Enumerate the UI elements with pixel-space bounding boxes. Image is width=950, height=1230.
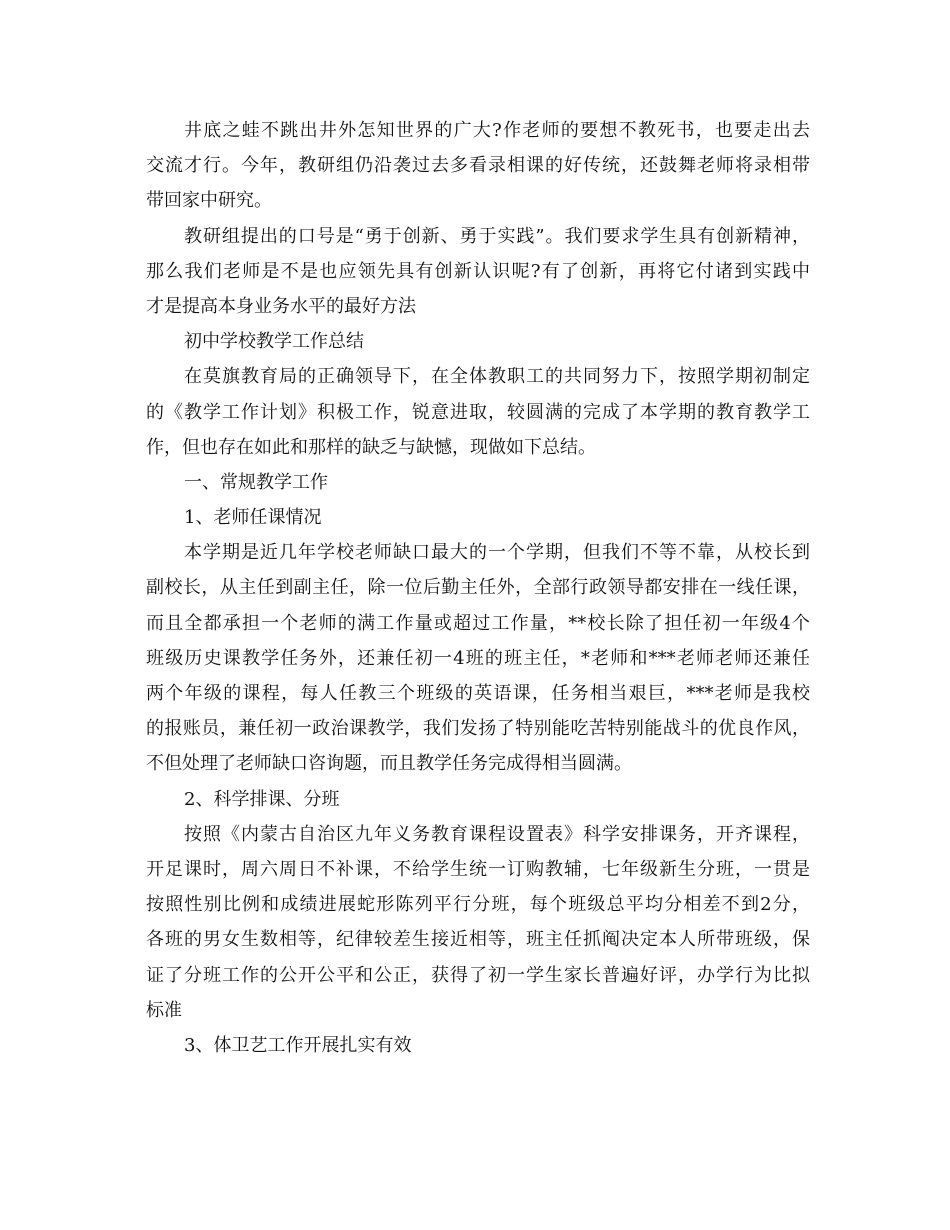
text-line: 各班的男女生数相等，纪律较差生接近相等，班主任抓阄决定本人所带班级，保 <box>146 929 810 951</box>
text-line: 作，但也存在如此和那样的缺乏与缺憾，现做如下总结。 <box>146 436 596 458</box>
text-line: 井底之蛙不跳出井外怎知世界的广大?作老师的要想不教死书，也要走出去 <box>184 120 810 141</box>
text-line: 开足课时，周六周日不补课，不给学生统一订购教辅，七年级新生分班，一贯是 <box>146 858 810 880</box>
text-line: 那么我们老师是不是也应领先具有创新认识呢?有了创新，再将它付诸到实践中 <box>146 260 810 282</box>
text-line: 教研组提出的口号是“勇于创新、勇于实践”。我们要求学生具有创新精神， <box>184 225 810 247</box>
document-body <box>146 113 810 1063</box>
text-line: 初中学校教学工作总结 <box>184 331 364 353</box>
text-line: 才是提高本身业务水平的最好方法 <box>146 295 416 317</box>
text-line: 标准 <box>146 999 182 1021</box>
text-line: 一、常规教学工作 <box>184 471 328 493</box>
text-line: 交流才行。今年，教研组仍沿袭过去多看录相课的好传统，还鼓舞老师将录相带 <box>146 155 810 177</box>
text-line: 班级历史课教学任务外，还兼任初一4班的班主任，*老师和***老师老师还兼任 <box>146 647 810 669</box>
text-line: 的《教学工作计划》积极工作，锐意进取，较圆满的完成了本学期的教育教学工 <box>146 401 810 423</box>
text-line: 在莫旗教育局的正确领导下，在全体教职工的共同努力下，按照学期初制定 <box>184 366 810 388</box>
text-line: 证了分班工作的公开公平和公正，获得了初一学生家长普遍好评，办学行为比拟 <box>146 964 810 986</box>
text-line: 按照《内蒙古自治区九年义务教育课程设置表》科学安排课务，开齐课程， <box>184 823 810 845</box>
text-line: 2、科学排课、分班 <box>184 788 340 810</box>
text-line: 3、体卫艺工作开展扎实有效 <box>184 1034 412 1056</box>
text-line: 而且全都承担一个老师的满工作量或超过工作量，**校长除了担任初一年级4个 <box>146 612 810 634</box>
text-line: 本学期是近几年学校老师缺口最大的一个学期，但我们不等不靠，从校长到 <box>184 542 810 564</box>
text-line: 副校长，从主任到副主任，除一位后勤主任外，全部行政领导都安排在一线任课， <box>146 577 810 599</box>
text-line: 带回家中研究。 <box>146 190 272 212</box>
text-line: 按照性别比例和成绩进展蛇形陈列平行分班，每个班级总平均分相差不到2分， <box>146 894 810 916</box>
text-line: 的报账员，兼任初一政治课教学，我们发扬了特别能吃苦特别能战斗的优良作风， <box>146 718 810 740</box>
text-line: 1、老师任课情况 <box>184 507 322 529</box>
text-line: 两个年级的课程，每人任教三个班级的英语课，任务相当艰巨，***老师是我校 <box>146 683 810 704</box>
text-line: 不但处理了老师缺口咨询题，而且教学任务完成得相当圆满。 <box>146 753 632 775</box>
